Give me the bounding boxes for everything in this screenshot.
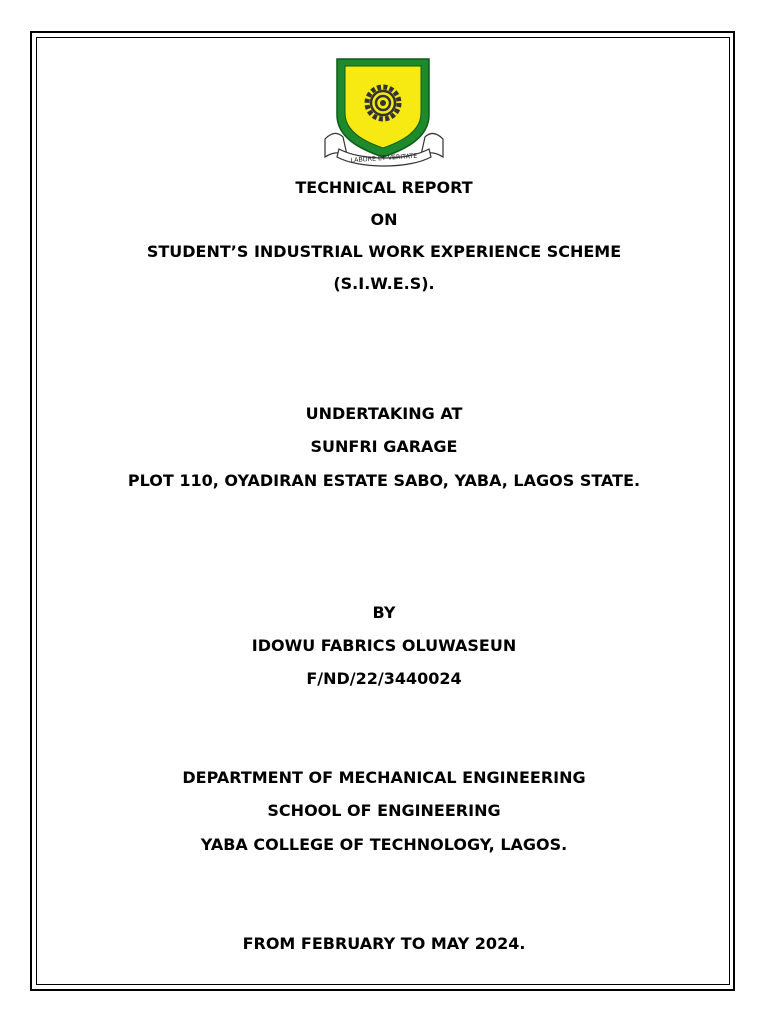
college-crest-logo	[321, 57, 447, 169]
crest-motto: LABORE ET VERITATE	[350, 152, 418, 165]
report-period: FROM FEBRUARY TO MAY 2024.	[242, 934, 526, 953]
school-name: SCHOOL OF ENGINEERING	[267, 801, 501, 820]
scheme-name: STUDENT’S INDUSTRIAL WORK EXPERIENCE SCHEME	[146, 242, 622, 261]
author-matric-number: F/ND/22/3440024	[306, 669, 462, 688]
placement-heading: UNDERTAKING AT	[305, 404, 463, 423]
department-name: DEPARTMENT OF MECHANICAL ENGINEERING	[182, 768, 586, 787]
scheme-acronym: (S.I.W.E.S).	[333, 274, 435, 293]
placement-company: SUNFRI GARAGE	[310, 437, 458, 456]
author-by: BY	[372, 603, 396, 622]
report-title: TECHNICAL REPORT	[295, 178, 473, 197]
placement-address: PLOT 110, OYADIRAN ESTATE SABO, YABA, LAGOS STATE.	[127, 471, 641, 490]
author-name: IDOWU FABRICS OLUWASEUN	[251, 636, 517, 655]
college-name: YABA COLLEGE OF TECHNOLOGY, LAGOS.	[200, 835, 568, 854]
report-title-connector: ON	[370, 210, 398, 229]
